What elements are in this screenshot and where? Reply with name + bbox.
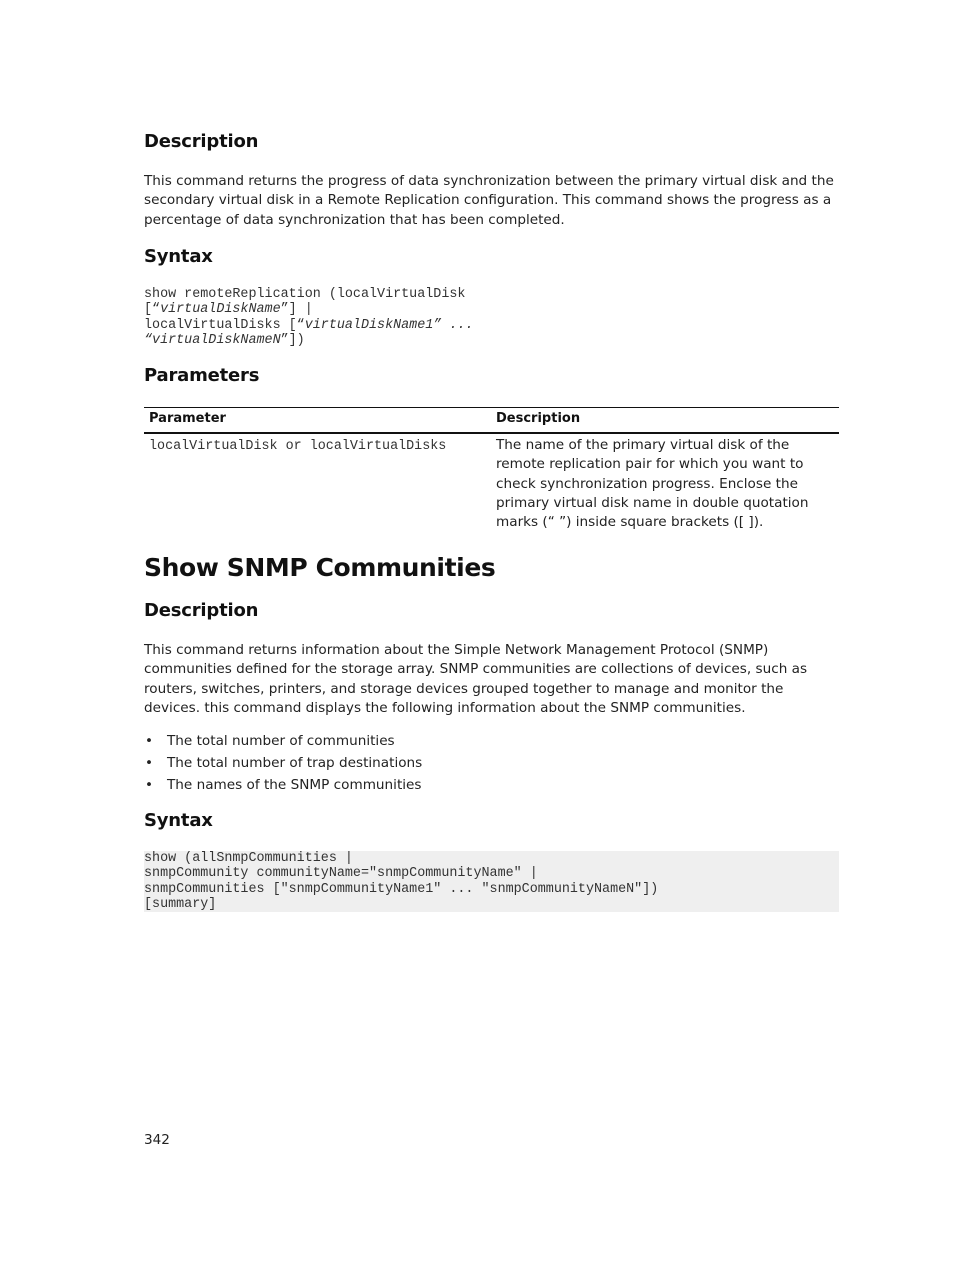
- code-line: show remoteReplication (localVirtualDisk: [144, 287, 466, 302]
- syntax-code-block: [144, 287, 473, 348]
- code-line: snmpCommunity communityName="snmpCommunityName" |: [144, 866, 538, 882]
- code-line: show (allSnmpCommunities |: [144, 851, 353, 866]
- section-title: Show SNMP Communities: [144, 553, 496, 582]
- bullet-icon: •: [145, 777, 154, 793]
- code-line: snmpCommunities ["snmpCommunityName1" ... "snmpCommunityNameN"]): [144, 881, 659, 897]
- table-rule-header: [144, 432, 839, 434]
- list-item: • The names of the SNMP communities: [144, 774, 422, 796]
- syntax-heading: Syntax: [144, 810, 213, 831]
- parameters-heading: Parameters: [144, 365, 260, 386]
- page-number: 342: [144, 1132, 170, 1148]
- list-item: • The total number of communities: [144, 730, 422, 752]
- code-line-italic: “virtualDiskNameN”]): [144, 332, 305, 348]
- syntax-heading: Syntax: [144, 246, 213, 267]
- syntax-code-block: [144, 851, 839, 912]
- code-line: [summary]: [144, 896, 217, 912]
- table-header-description: Description: [496, 411, 581, 426]
- table-cell-description: The name of the primary virtual disk of the remote replication pair for which you want to check synchronization progress. Enclose the primary virtual disk name in double quotation marks (“ ”) inside square brackets ([ ]).: [496, 437, 809, 531]
- list-item: • The total number of trap destinations: [144, 752, 422, 774]
- description-heading: Description: [144, 131, 259, 152]
- code-line-italic: [“virtualDiskName”] |: [144, 302, 313, 318]
- table-header-parameter: Parameter: [149, 411, 226, 426]
- bullet-icon: •: [145, 733, 154, 749]
- info-bullet-list: [144, 730, 422, 796]
- bullet-icon: •: [145, 755, 154, 771]
- table-rule-top: [144, 407, 839, 408]
- description-heading: Description: [144, 600, 259, 621]
- table-cell-parameter: localVirtualDisk or localVirtualDisks: [149, 439, 447, 454]
- code-line-italic: localVirtualDisks [“virtualDiskName1” ...: [144, 317, 474, 333]
- description-paragraph: This command returns the progress of data synchronization between the primary virtual disk and the secondary virtual disk in a Remote Replication configuration. This command shows the progress as a percentage of data synchronization that has been completed.: [144, 173, 834, 228]
- description-paragraph: This command returns information about the Simple Network Management Protocol (SNMP) communities defined for the storage array. SNMP communities are collections of devices, such as routers, switches, printers, and storage devices grouped together to manage and monitor the devices. this command displays the following information about the SNMP communities.: [144, 642, 808, 716]
